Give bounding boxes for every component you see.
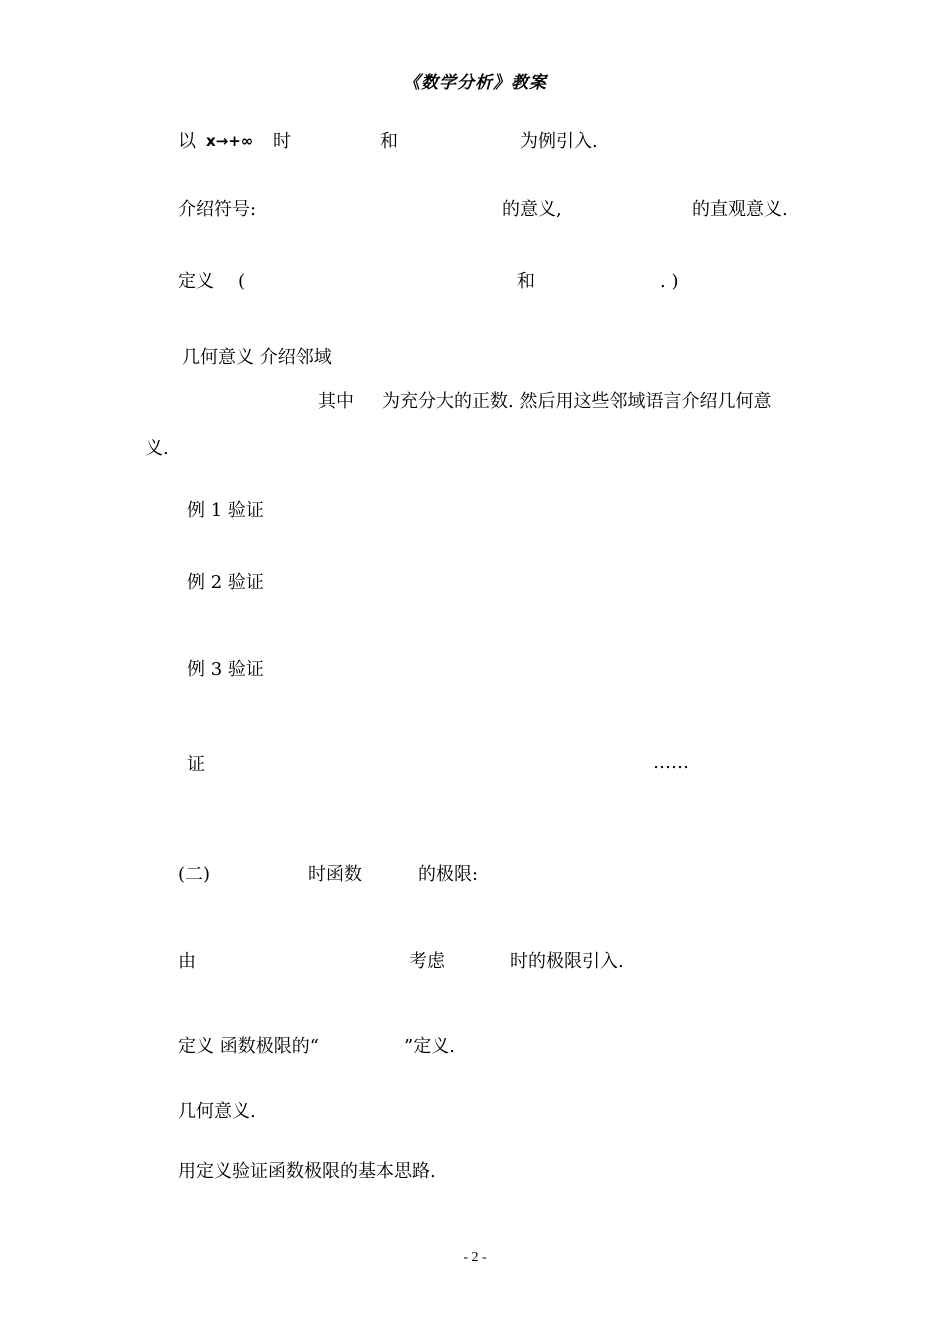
line-1-prefix: 以: [178, 131, 196, 152]
geometric-meaning: 几何意义.: [178, 1101, 256, 1122]
line-2-meaning: 的意义,: [502, 199, 562, 220]
line-6-consider: 考虑: [409, 951, 445, 972]
definition-close: . ): [660, 271, 679, 292]
section-2-function: 时函数: [308, 864, 362, 885]
section-2-limit: 的极限:: [418, 864, 479, 885]
neighborhood-sentence-end: 义.: [145, 438, 169, 459]
proof-ellipsis: ……: [653, 752, 689, 773]
example-1: 例 1 验证: [187, 500, 264, 521]
line-1-math: x→+∞: [206, 132, 254, 150]
neighborhood-sentence: 为充分大的正数. 然后用这些邻域语言介绍几何意: [382, 391, 772, 412]
where-label: 其中: [318, 391, 354, 412]
line-1-shi: 时: [273, 131, 291, 152]
example-2: 例 2 验证: [187, 572, 264, 593]
definition-label: 定义: [178, 271, 214, 292]
definition-he: 和: [517, 271, 535, 292]
line-1-he: 和: [380, 131, 398, 152]
definition-2-suffix: ”定义.: [404, 1036, 455, 1057]
section-2-label: (二): [178, 864, 211, 885]
line-6-prefix: 由: [178, 951, 196, 972]
geometric-meaning-neighborhood: 几何意义 介绍邻域: [182, 347, 332, 368]
definition-2-prefix: 定义 函数极限的“: [178, 1036, 319, 1057]
proof-label: 证: [187, 754, 205, 775]
page-header-title: 《数学分析》教案: [403, 73, 547, 93]
page-number: - 2 -: [463, 1250, 487, 1265]
definition-open-paren: (: [238, 271, 246, 292]
line-1-suffix: 为例引入.: [520, 131, 598, 152]
example-3: 例 3 验证: [187, 659, 264, 680]
line-2-intuitive: 的直观意义.: [692, 199, 788, 220]
verification-approach: 用定义验证函数极限的基本思路.: [178, 1161, 436, 1182]
line-6-suffix: 时的极限引入.: [510, 951, 624, 972]
line-2-prefix: 介绍符号:: [178, 199, 257, 220]
